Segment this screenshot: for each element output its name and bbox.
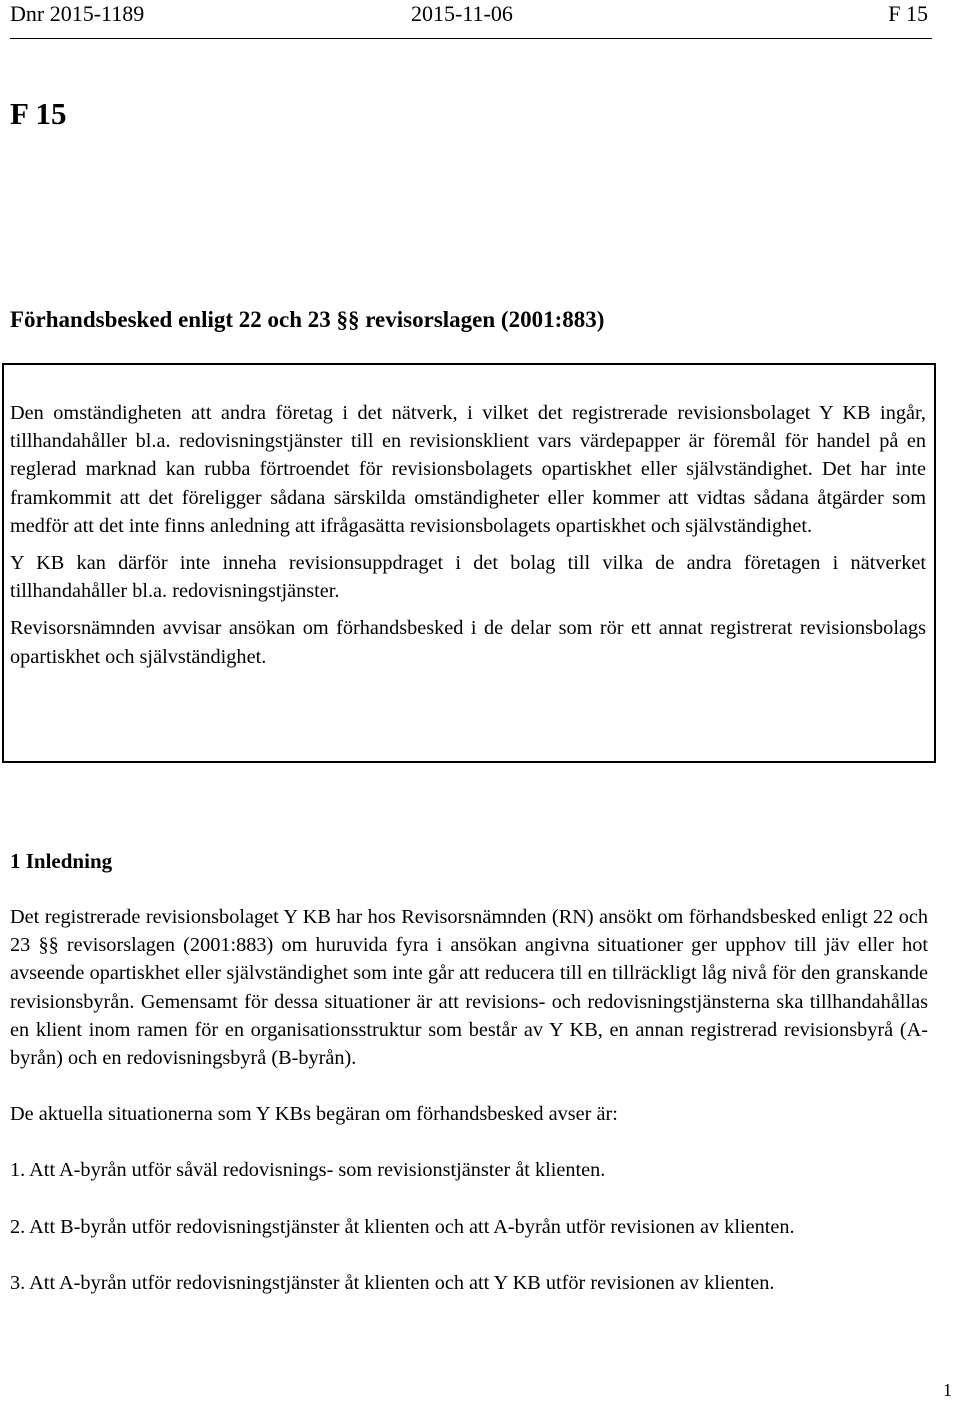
decision-subject: Förhandsbesked enligt 22 och 23 §§ revisorslagen (2001:883)	[10, 307, 605, 332]
list-item-2: 2. Att B-byrån utför redovisningstjänster åt klienten och att A-byrån utför revisionen av klienten.	[10, 1215, 795, 1238]
document-date: 2015-11-06	[411, 1, 513, 26]
section-body	[10, 903, 928, 1297]
summary-paragraph-2: Y KB kan därför inte inneha revisionsuppdraget i det bolag till vilka de andra företagen i nätverket tillhandahåller bl.a. redovisningstjänster.	[10, 552, 926, 603]
body-paragraph-2: De aktuella situationerna som Y KBs begäran om förhandsbesked avser är:	[10, 1103, 618, 1126]
document-code: F 15	[888, 1, 928, 26]
summary-paragraph-1: Den omständigheten att andra företag i det nätverk, i vilket det registrerade revisionsbolaget Y KB ingår, tillhandahåller bl.a. redovisningstjänster till en revisionsklient vars värdepapper är föremål för handel på en reglerad marknad kan rubba förtroendet för revisionsbolagets opartiskhet eller självständighet. Det har inte framkommit att det föreligger sådana särskilda omständigheter eller kommer att vidtas sådana åtgärder som medför att det inte finns anledning att ifrågasätta revisionsbolagets opartiskhet och självständighet.	[10, 402, 926, 537]
body-paragraph-1: Det registrerade revisionsbolaget Y KB har hos Revisorsnämnden (RN) ansökt om förhandsbesked enligt 22 och 23 §§ revisorslagen (2001:883) om huruvida fyra i ansökan angivna situationer ger upphov till jäv eller hot avseende opartiskhet eller självständighet som inte går att reducera till en tillräckligt låg nivå för den granskande revisionsbyrån. Gemensamt för dessa situationer är att revisions- och redovisningstjänsterna ska tillhandahållas en klient inom ramen för en organisationsstruktur som består av Y KB, en annan registrerad revisionsbyrå (A-byrån) och en redovisningsbyrå (B-byrån).	[10, 906, 928, 1070]
summary-paragraph-3: Revisorsnämnden avvisar ansökan om förhandsbesked i de delar som rör ett annat registrerat revisionsbolags opartiskhet och självständighet.	[10, 617, 926, 668]
page-header	[10, 0, 932, 39]
list-item-3: 3. Att A-byrån utför redovisningstjänster åt klienten och att Y KB utför revisionen av klienten.	[10, 1271, 775, 1294]
summary-content	[10, 399, 926, 671]
document-title: F 15	[10, 96, 67, 131]
summary-box	[2, 363, 936, 763]
list-item-1: 1. Att A-byrån utför såväl redovisnings- som revisionstjänster åt klienten.	[10, 1159, 606, 1182]
page-number: 1	[943, 1380, 952, 1400]
case-number: Dnr 2015-1189	[10, 1, 145, 26]
section-heading: 1 Inledning	[10, 849, 113, 873]
